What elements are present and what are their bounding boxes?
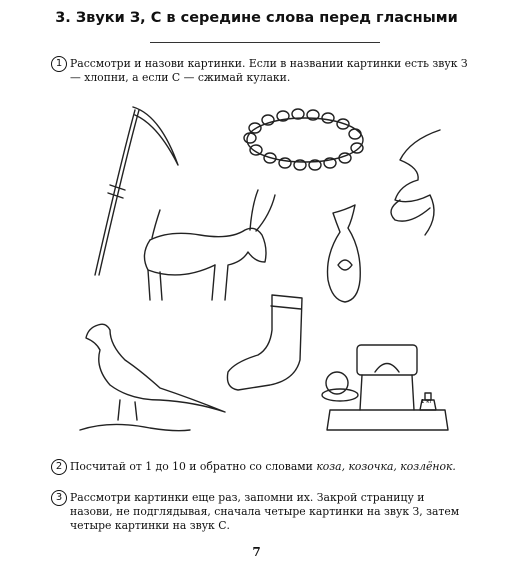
- weight-label: 1 кг: [421, 399, 433, 405]
- task-2-text: [70, 460, 470, 474]
- goat-icon: [144, 190, 275, 300]
- task-3-text: Рассмотри картинки еще раз, запомни их. Закрой страницу и назови, не подглядывая, сначала четыре картинки на звук З, затем четыре картинки на звук С.: [70, 491, 460, 533]
- scythe-icon: [95, 107, 178, 275]
- task-number-3: 3: [51, 490, 67, 506]
- scales-icon: [322, 345, 448, 430]
- task-3: [55, 491, 470, 534]
- task-2: [55, 460, 470, 474]
- page-number: 7: [252, 545, 261, 559]
- vase-icon: [328, 205, 361, 302]
- task-2-words: коза, козочка, козлёнок.: [316, 460, 456, 473]
- beads-icon: [244, 109, 363, 170]
- pheasant-icon: [80, 324, 225, 430]
- task-number-2: 2: [51, 459, 67, 475]
- mouth-icon: [391, 130, 440, 235]
- task-2-text-main: Посчитай от 1 до 10 и обратно со словами: [70, 460, 317, 473]
- task-number-1: 1: [51, 56, 67, 72]
- sock-icon: [227, 295, 302, 390]
- page-title: 3. Звуки З, С в середине слова перед гласными: [55, 10, 458, 26]
- task-1-text: Рассмотри и назови картинки. Если в названии картинки есть звук З — хлопни, а если С — сжимай кулаки.: [70, 57, 468, 85]
